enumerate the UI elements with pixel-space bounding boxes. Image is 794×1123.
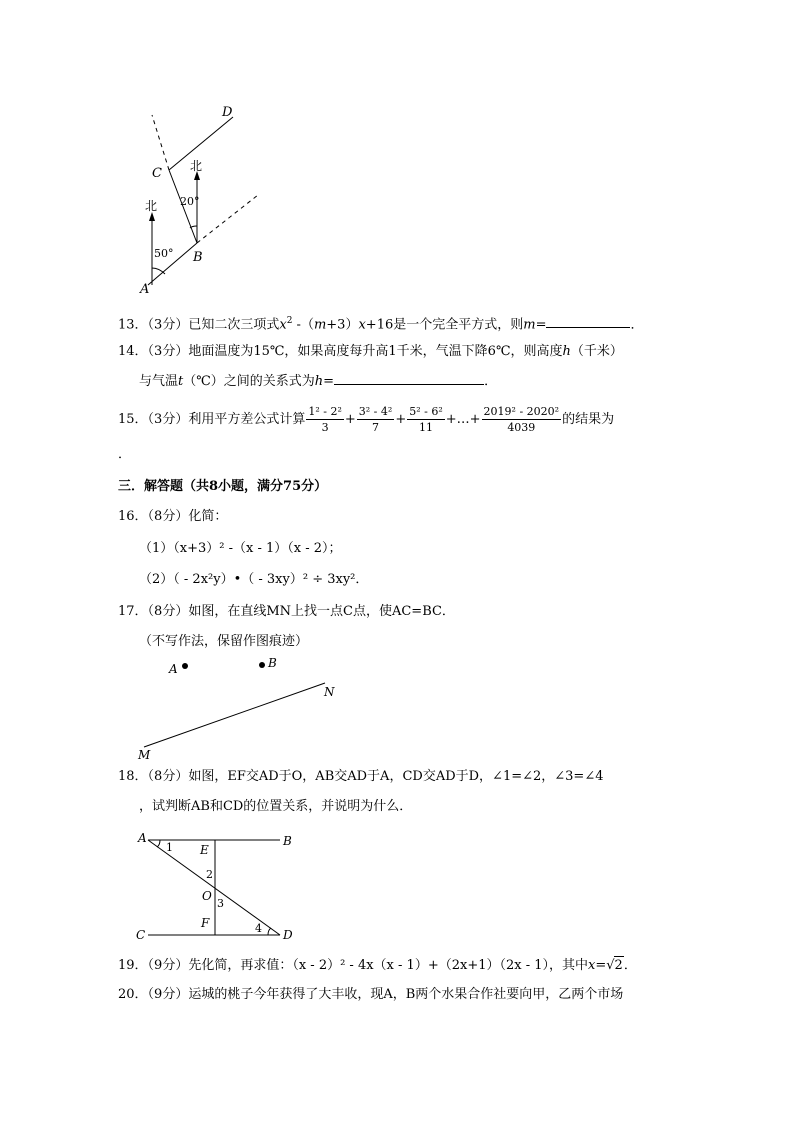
q14-end: ．	[484, 374, 498, 389]
q15-post: 的结果为	[562, 412, 615, 427]
label-N: N	[324, 685, 335, 699]
q17-note: （不写作法，保留作图痕迹）	[139, 634, 309, 649]
label-4: 4	[255, 922, 262, 935]
q13-eq: =	[535, 317, 547, 333]
q14-score: （3分）	[147, 344, 189, 359]
label-D: D	[222, 105, 233, 120]
q15-fraction-2: $\frac{\text{3² - 4²}}{7}$	[358, 405, 393, 434]
label-A: A	[140, 282, 150, 297]
label-north-A: 北	[145, 199, 158, 213]
q14-number: 14．	[118, 344, 148, 359]
q14-line2-pre: 与气温	[139, 374, 179, 389]
label-A: A	[138, 831, 147, 845]
question-16	[118, 508, 227, 526]
q18-line2: ，试判断AB和CD的位置关系，并说明为什么．	[139, 799, 413, 814]
q15-period: ．	[118, 447, 132, 462]
q18-figure	[130, 825, 310, 945]
sqrt-icon: √	[606, 958, 615, 973]
q19-xeq: x=	[588, 958, 607, 973]
label-1: 1	[166, 841, 173, 854]
q15-fraction-4: $\frac{\text{2019² - 2020²}}{4039}$	[483, 405, 560, 434]
q18-score: （8分）	[147, 769, 189, 784]
label-2: 2	[206, 868, 213, 881]
q14-answer-blank[interactable]	[334, 372, 484, 385]
label-B: B	[268, 656, 277, 670]
q15-fraction-3: $\frac{\text{5² - 6²}}{11}$	[409, 405, 443, 434]
section-3-heading: 三．解答题（共8小题，满分75分）	[118, 479, 328, 494]
label-C: C	[136, 928, 146, 942]
label-E: E	[200, 843, 209, 857]
q13-tail: +16是一个完全平方式，则	[365, 317, 524, 333]
q13-mid2: +3）	[326, 317, 359, 333]
q13-text-pre: 已知二次三项式	[188, 317, 280, 333]
point-B	[259, 662, 265, 668]
q18-number: 18．	[118, 769, 148, 784]
q14-h: h	[562, 344, 571, 359]
q13-m: m	[313, 317, 327, 333]
label-F: F	[201, 916, 210, 930]
q14-unit: （千米）	[570, 344, 623, 359]
q14-line2-mid: （℃）之间的关系式为	[183, 374, 315, 389]
q18-line1: 如图，EF交AD于O，AB交AD于A，CD交AD于D，∠1=∠2，∠3=∠4	[188, 769, 604, 784]
label-B: B	[193, 250, 203, 265]
line-AD	[148, 840, 280, 935]
question-19	[118, 956, 637, 975]
q16-number: 16．	[118, 509, 148, 524]
question-18-line1	[118, 768, 604, 786]
line-MN	[144, 683, 325, 747]
q14-eq: =	[323, 374, 335, 389]
q17-text: 如图，在直线MN上找一点C点，使AC=BC．	[188, 604, 455, 619]
q16-score: （8分）	[147, 509, 189, 524]
q19-end: ．	[623, 958, 637, 973]
q13-number: 13．	[118, 317, 148, 333]
label-M: M	[138, 748, 151, 762]
q15-fraction-1: $\frac{\text{1² - 2²}}{3}$	[308, 405, 342, 434]
label-3: 3	[217, 897, 224, 910]
q19-score: （9分）	[147, 958, 189, 973]
q13-answer-blank[interactable]	[546, 315, 630, 328]
q13-exp: 2	[286, 316, 293, 326]
point-A	[182, 663, 188, 669]
question-13	[118, 312, 643, 334]
label-angle-20: 20°	[180, 195, 200, 208]
label-B: B	[283, 834, 292, 848]
q17-score: （8分）	[147, 604, 189, 619]
q13-x2: x	[358, 317, 366, 333]
label-O: O	[202, 889, 212, 903]
q19-number: 19．	[118, 958, 148, 973]
q14-t: t	[178, 374, 184, 389]
q20-score: （9分）	[147, 987, 189, 1002]
q17-number: 17．	[118, 604, 148, 619]
q13-score: （3分）	[147, 317, 189, 333]
label-angle-50: 50°	[154, 247, 174, 260]
q13-m2: m	[523, 317, 536, 333]
question-20	[118, 986, 623, 1004]
q20-text: 运城的桃子今年获得了大丰收，现A，B两个水果合作社要向甲，乙两个市场	[188, 987, 624, 1002]
question-14-line2	[139, 372, 497, 391]
label-A: A	[169, 662, 178, 676]
question-14-line1	[118, 343, 623, 361]
question-15: 15．（3分）利用平方差公式计算 $\frac{\text{1² - 2²}}{3}$ + $\frac{\text{3² - 4²}}{7}$ + $\frac{\text{5² - 6²}}{11}$ +…+ $\frac{\text{2019² - 2020²}}{4039}$ 的结果为	[118, 405, 615, 434]
q16-part-2: （2）（ - 2x²y）•（ - 3xy）² ÷ 3xy²．	[139, 572, 369, 587]
label-north-B: 北	[190, 159, 203, 173]
q19-sqrt-value: 2	[614, 958, 623, 973]
question-17	[118, 603, 455, 621]
label-D: D	[283, 928, 293, 942]
q19-text: 先化简，再求值：（x - 2）² - 4x（x - 1）+（2x+1）（2x - 1），其中	[188, 958, 589, 973]
q16-part-1: （1）（x+3）² -（x - 1）（x - 2）；	[139, 541, 342, 556]
q13-mid: -（	[292, 317, 314, 333]
q20-number: 20．	[118, 987, 148, 1002]
q13-end: ．	[630, 317, 644, 333]
q15-score: （3分）	[147, 412, 189, 427]
label-C: C	[152, 166, 162, 181]
q15-dots: +…+	[445, 412, 481, 427]
q15-pre: 利用平方差公式计算	[188, 412, 306, 427]
q14-h2: h	[314, 374, 324, 389]
q13-x: x	[279, 317, 287, 333]
q15-number: 15．	[118, 412, 148, 427]
q16-title: 化简：	[188, 509, 228, 524]
q17-figure	[130, 652, 350, 762]
direction-figure	[130, 100, 270, 300]
q14-line1: 地面温度为15℃，如果高度每升高1千米，气温下降6℃，则高度	[188, 344, 563, 359]
